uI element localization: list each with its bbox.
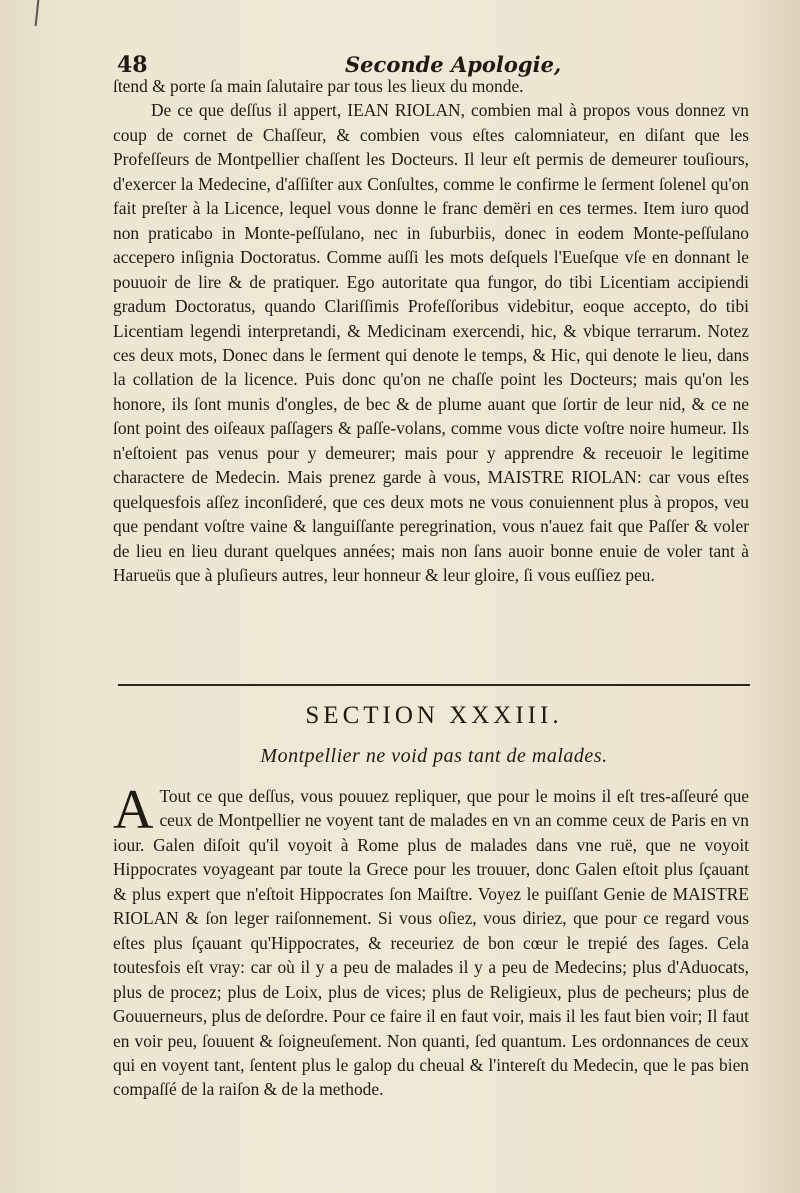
- section-divider: [118, 684, 750, 686]
- text-block-bottom: [113, 779, 749, 1102]
- paragraph-continuation: ſtend & porte ſa main ſalutaire par tous les lieux du monde.: [113, 76, 524, 96]
- drop-cap: A: [113, 779, 154, 841]
- text-block-top: [113, 74, 749, 588]
- section-subtitle: Montpellier ne void pas tant de malades.: [260, 745, 608, 767]
- section-title: SECTION XXXIII.: [305, 702, 563, 729]
- paragraph-section: Tout ce que deſſus, vous pouuez repliquer, que pour le moins il eſt tres-aſſeuré que ceux de Montpellier ne voyent tant de malades en vn an comme ceux de Paris en vn iour. Galen diſoit qu'il voyoit à Rome plus de malades dans vne ruë, que ne voyoit Hippocrates voyageant par toute la Grece pour les trouuer, donc Galen eſtoit plus ſçauant & plus expert que n'eſtoit Hippocrates ſon Maiſtre. Voyez le puiſſant Genie de MAISTRE RIOLAN & ſon leger raiſonnement. Si vous oſiez, vous diriez, que pour ce regard vous eſtes plus ſçauant qu'Hippocrates, & receuriez de bon cœur le trepié des ſages. Cela toutesfois eſt vray: car où il y a peu de malades il y a peu de Medecins; plus d'Aduocats, plus de procez; plus de Loix, plus de vices; plus de Religieux, plus de pecheurs; plus de Gouuerneurs, plus de deſordre. Pour ce faire il en faut voir, mais il les faut bien voir; Il faut en voir peu, ſouuent & ſoigneuſement. Non quanti, ſed quantum. Les ordonnances de ceux qui en voyent tant, ſentent plus le galop du cheual & l'intereſt du Medecin, que le pas bien compaſſé de la raiſon & de la methode.: [113, 786, 749, 1100]
- margin-mark: [35, 0, 40, 26]
- running-title: Seconde Apologie,: [345, 52, 562, 77]
- paragraph-riolan: De ce que deſſus il appert, IEAN RIOLAN, combien mal à propos vous donnez vn coup de cornet de Chaſſeur, & combien vous eſtes calomniateur, en diſant que les Profeſſeurs de Montpellier chaſſent les Docteurs. Il leur eſt permis de demeurer touſiours, d'exercer la Medecine, d'aſſiſter aux Conſultes, comme le confirme le ſerment ſolenel qu'on fait preſter à la Licence, lequel vous donne le franc demëri en ces termes. Item iuro quod non praticabo in Monte-peſſulano, nec in ſuburbiis, donec in eodem Monte-peſſulano accepero inſignia Doctoratus. Comme auſſi les mots deſquels l'Eueſque vſe en donnant le pouuoir de lire & de pratiquer. Ego autoritate qua fungor, do tibi Licentiam accipiendi gradum Doctoratus, quando Clariſſimis Profeſſoribus videbitur, eoque accepto, do tibi Licentiam legendi interpretandi, & Medicinam exercendi, hic, & vbique terrarum. Notez ces deux mots, Donec dans le ſerment qui denote le temps, & Hic, qui denote le lieu, dans la collation de la licence. Puis donc qu'on ne chaſſe point les Docteurs; mais qu'on les honore, ils ſont munis d'ongles, de bec & de plume auant que ſortir de leur nid, & ce ne ſont point des oiſeaux paſſagers & paſſe-volans, comme vous dicte voſtre noire humeur. Ils n'eſtoient pas venus pour y demeurer; mais pour y apprendre & receuoir le legitime charactere de Medecin. Mais prenez garde à vous, MAISTRE RIOLAN: car vous eſtes quelquesfois aſſez inconſideré, que ces deux mots ne vous conuiennent plus à propos, veu que pendant voſtre vaine & languiſſante peregrination, vous n'auez fait que Paſſer & voler de lieu en lieu durant quelques années; mais non ſans auoir bonne enuie de voler tant à Harueüs que à pluſieurs autres, leur honneur & leur gloire, ſi vous euſſiez peu.: [113, 100, 749, 586]
- page-number: 48: [117, 52, 148, 78]
